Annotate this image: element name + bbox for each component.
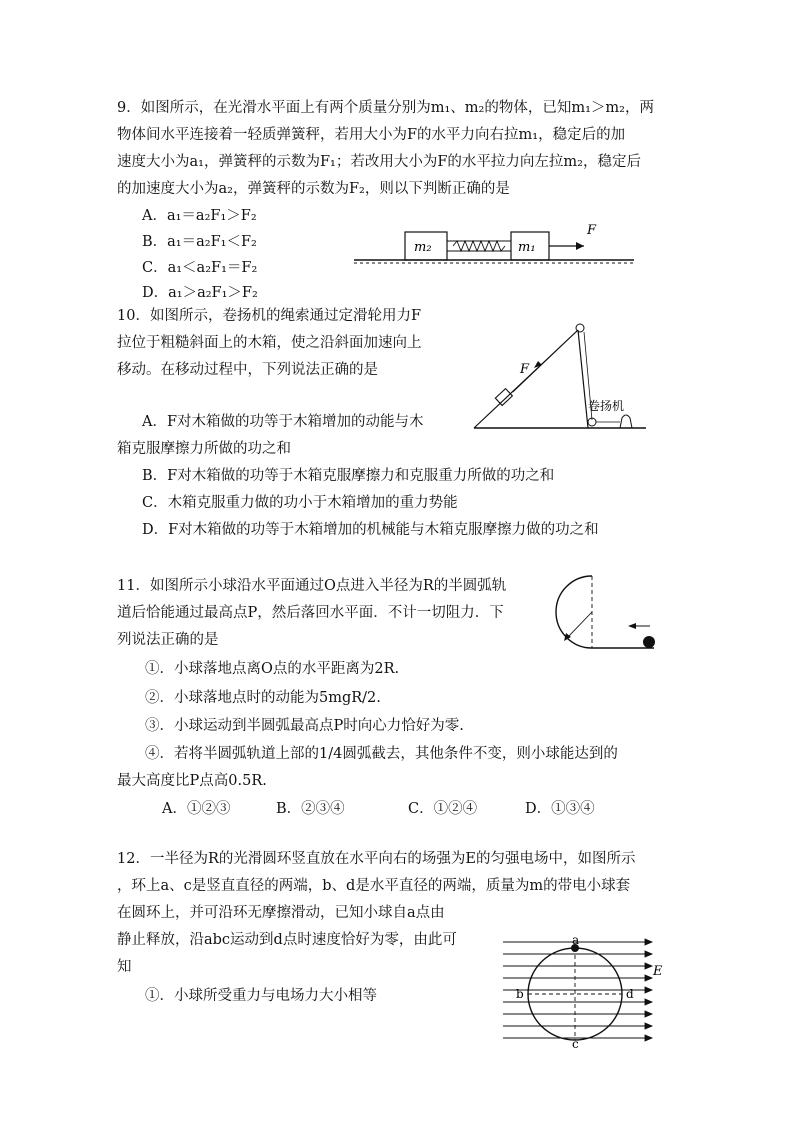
- q9-line-3: 速度大小为a₁，弹簧秤的示数为F₁；若改用大小为F的水平拉力向左拉m₂，稳定后: [117, 154, 641, 170]
- q10-line-1: 10．如图所示，卷扬机的绳索通过定滑轮用力F: [117, 308, 422, 324]
- q9-line-2: 物体间水平连接着一轻质弹簧秤，若用大小为F的水平力向右拉m₁，稳定后的加: [117, 127, 626, 143]
- q9-figure: [350, 218, 640, 270]
- q11-figure: [548, 572, 662, 656]
- q11-line-2: 道后恰能通过最高点P，然后落回水平面．不计一切阻力．下: [117, 605, 504, 621]
- q11-choice-c: C．①②④: [408, 801, 478, 817]
- q10-option-b: B．F对木箱做的功等于木箱克服摩擦力和克服重力所做的功之和: [142, 468, 555, 484]
- q9-line-1: 9．如图所示，在光滑水平面上有两个质量分别为m₁、m₂的物体，已知m₁＞m₂，两: [117, 100, 654, 116]
- q11-item-3: ③．小球运动到半圆弧最高点P时向心力恰好为零.: [145, 718, 464, 734]
- q12-point-b: b: [516, 987, 524, 1001]
- q9-line-4: 的加速度大小为a₂，弹簧秤的示数为F₂，则以下判断正确的是: [117, 181, 510, 197]
- q11-item-4: ④．若将半圆弧轨道上部的1/4圆弧截去，其他条件不变，则小球能达到的: [145, 746, 618, 762]
- q10-line-3: 移动。在移动过程中，下列说法正确的是: [117, 362, 378, 378]
- q11-item-1: ①．小球落地点离O点的水平距离为2R.: [145, 661, 400, 677]
- q12-figure: [495, 930, 670, 1052]
- q10-winch-label: 卷扬机: [588, 399, 625, 413]
- q12-line-3: 在圆环上，并可沿环无摩擦滑动，已知小球自a点由: [117, 905, 445, 921]
- q11-choice-b: B．②③④: [276, 801, 345, 817]
- q9-option-b: B．a₁＝a₂F₁＜F₂: [142, 234, 257, 250]
- q10-option-a: A．F对木箱做的功等于木箱增加的动能与木: [142, 414, 424, 430]
- q9-option-d: D．a₁＞a₂F₁＞F₂: [142, 285, 258, 301]
- q10-option-d: D．F对木箱做的功等于木箱增加的机械能与木箱克服摩擦力做的功之和: [142, 522, 599, 538]
- q9-m1-label: m₁: [518, 240, 536, 255]
- q10-option-c: C．木箱克服重力做的功小于木箱增加的重力势能: [142, 495, 458, 511]
- q11-item-4-cont: 最大高度比P点高0.5R.: [117, 773, 267, 789]
- q10-option-a-cont: 箱克服摩擦力所做的功之和: [117, 441, 291, 457]
- q12-point-c: c: [572, 1037, 579, 1051]
- q9-m2-label: m₂: [414, 240, 432, 255]
- q10-figure: [470, 318, 650, 432]
- q11-line-3: 列说法正确的是: [117, 632, 219, 648]
- q12-point-d: d: [626, 987, 634, 1001]
- q12-line-1: 12．一半径为R的光滑圆环竖直放在水平向右的场强为E的匀强电场中，如图所示: [117, 851, 636, 867]
- q10-line-2: 拉位于粗糙斜面上的木箱，使之沿斜面加速向上: [117, 335, 422, 351]
- q12-line-5: 知: [117, 959, 132, 975]
- q11-choice-d: D．①③④: [525, 801, 595, 817]
- q9-option-c: C．a₁＜a₂F₁＝F₂: [142, 260, 258, 276]
- q12-line-2: ，环上a、c是竖直直径的两端，b、d是水平直径的两端，质量为m的带电小球套: [117, 878, 631, 894]
- q11-choice-a: A．①②③: [162, 801, 231, 817]
- q12-point-a: a: [572, 933, 580, 947]
- q12-line-4: 静止释放，沿abc运动到d点时速度恰好为零，由此可: [117, 932, 457, 948]
- q11-item-2: ②．小球落地点时的动能为5mgR/2.: [145, 690, 381, 706]
- q11-line-1: 11．如图所示小球沿水平面通过O点进入半径为R的半圆弧轨: [117, 578, 507, 594]
- q9-option-a: A．a₁＝a₂F₁＞F₂: [142, 208, 257, 224]
- q9-force-label: F: [587, 223, 597, 238]
- q12-field-label: E: [653, 964, 663, 979]
- q10-force-label: F: [520, 362, 530, 377]
- q12-item-1: ①．小球所受重力与电场力大小相等: [145, 988, 377, 1004]
